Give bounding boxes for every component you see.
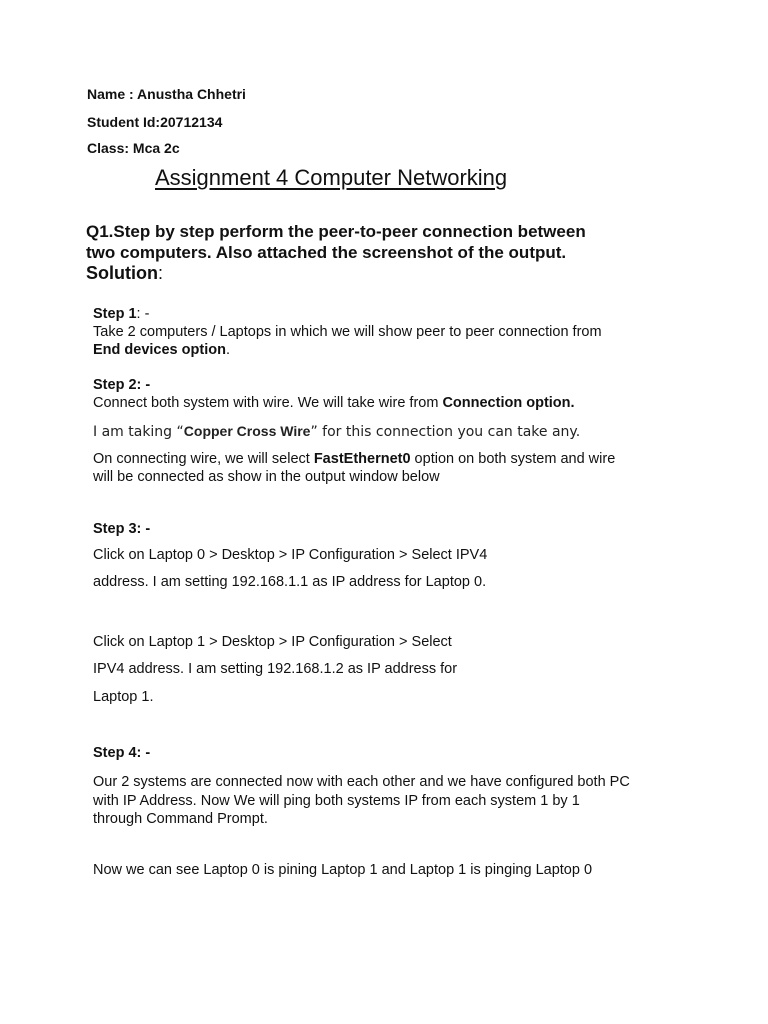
- step-2-line-3-pre: On connecting wire, we will select: [93, 451, 314, 467]
- solution-colon: :: [157, 263, 163, 283]
- student-class: Class: Mca 2c: [87, 140, 180, 156]
- step-1-suffix: : -: [136, 306, 150, 322]
- question-line-1: Q1.Step by step perform the peer-to-peer connection between: [86, 222, 586, 241]
- document-title: Assignment 4 Computer Networking: [155, 165, 508, 190]
- copper-cross-wire: Copper Cross Wire: [183, 423, 311, 439]
- step-3-line-1: Click on Laptop 0 > Desktop > IP Configuration > Select IPV4: [93, 547, 488, 563]
- step-4-line-1: Our 2 systems are connected now with each other and we have configured both PC: [93, 774, 630, 790]
- solution-label: [86, 263, 163, 284]
- step-2-line-4: will be connected as show in the output window below: [93, 469, 440, 485]
- student-name: Name : Anustha Chhetri: [87, 86, 246, 102]
- connection-option: Connection option.: [442, 395, 575, 411]
- step-1-line-2: [93, 342, 230, 358]
- step-2-line-1: [93, 395, 575, 411]
- step-3-line-5: Laptop 1.: [93, 689, 154, 705]
- step-2-note: [93, 423, 580, 440]
- step-4-line-2: with IP Address. Now We will ping both systems IP from each system 1 by 1: [93, 793, 580, 809]
- step-3-heading: Step 3: -: [93, 521, 151, 537]
- step-3-line-3: Click on Laptop 1 > Desktop > IP Configuration > Select: [93, 634, 452, 650]
- step-1-label: Step 1: [93, 306, 137, 322]
- step-1-line-1: Take 2 computers / Laptops in which we will show peer to peer connection from: [93, 324, 602, 340]
- step-3-line-4: IPV4 address. I am setting 192.168.1.2 as IP address for: [93, 661, 458, 677]
- step-2-heading: Step 2: -: [93, 377, 151, 393]
- step-4-line-3: through Command Prompt.: [93, 811, 268, 827]
- step-2-line-3: [93, 451, 615, 467]
- step-2-note-post: ” for this connection you can take any.: [310, 424, 581, 440]
- step-4-heading: Step 4: -: [93, 745, 151, 761]
- step-1-line-2-rest: .: [225, 342, 230, 358]
- end-devices-option: End devices option: [93, 342, 226, 358]
- student-id: Student Id:20712134: [87, 114, 223, 130]
- step-3-line-2: address. I am setting 192.168.1.1 as IP address for Laptop 0.: [93, 574, 487, 590]
- step-1-heading: [93, 306, 149, 322]
- solution-word: Solution: [86, 263, 158, 283]
- step-2-line-1-text: Connect both system with wire. We will take wire from: [93, 395, 443, 411]
- fastethernet0: FastEthernet0: [313, 451, 411, 467]
- question-line-2: two computers. Also attached the screenshot of the output.: [86, 243, 567, 262]
- step-2-line-3-post: option on both system and wire: [410, 451, 616, 467]
- step-4-line-4: Now we can see Laptop 0 is pining Laptop 1 and Laptop 1 is pinging Laptop 0: [93, 862, 593, 878]
- step-2-note-pre: I am taking “: [93, 424, 184, 440]
